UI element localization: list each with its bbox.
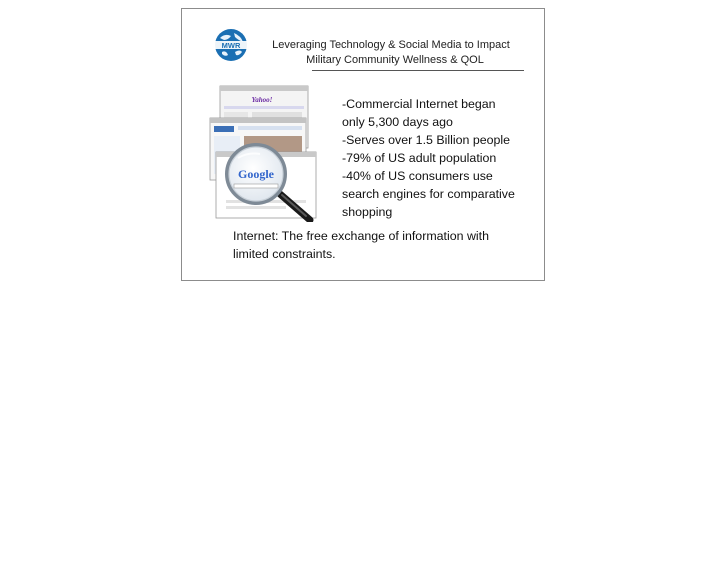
definition-line-2: limited constraints. (233, 247, 336, 261)
internet-definition (233, 227, 533, 263)
list-item: -Serves over 1.5 Billion people (342, 133, 511, 147)
slide-title (252, 38, 538, 68)
title-underline (312, 70, 524, 71)
list-item: shopping (342, 205, 393, 219)
yahoo-logo: Yahoo! (251, 96, 273, 104)
list-item: search engines for comparative (342, 187, 515, 201)
slide (181, 8, 545, 281)
list-item: only 5,300 days ago (342, 115, 453, 129)
logo-text: MWR (221, 41, 241, 50)
mwr-logo (214, 28, 248, 62)
title-line-2: Military Community Wellness & QOL (306, 54, 484, 66)
google-logo: Google (238, 167, 274, 181)
statistics-list (342, 95, 538, 221)
search-engines-illustration (206, 82, 338, 222)
list-item: -40% of US consumers use (342, 169, 493, 183)
title-line-1: Leveraging Technology & Social Media to Impact (272, 39, 510, 51)
list-item: -79% of US adult population (342, 151, 497, 165)
list-item: -Commercial Internet began (342, 97, 496, 111)
definition-line-1: Internet: The free exchange of information with (233, 229, 489, 243)
